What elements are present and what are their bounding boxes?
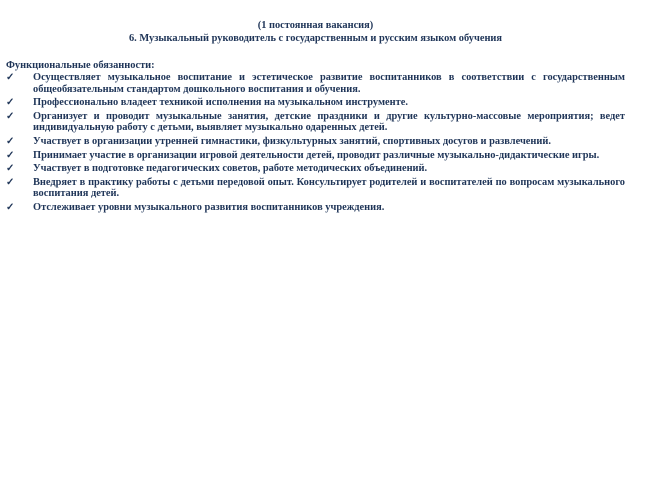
duty-item (6, 111, 625, 134)
duty-item (6, 150, 625, 162)
duty-item (6, 136, 625, 148)
checkmark-icon: ✓ (6, 201, 15, 213)
checkmark-icon: ✓ (6, 72, 15, 83)
duty-text: Внедряет в практику работы с детьми передовой опыт. Консультирует родителей и воспитателей по вопросам музыкального воспитания детей. (33, 176, 625, 200)
checkmark-icon: ✓ (6, 149, 15, 161)
position-title: 6. Музыкальный руководитель с государственным и русским языком обучения (128, 33, 503, 44)
duty-item (6, 97, 625, 109)
vacancy-count: (1 постоянная вакансия) (257, 20, 374, 31)
duties-list (6, 72, 625, 214)
document-page (6, 19, 625, 216)
checkmark-icon: ✓ (6, 163, 15, 175)
duty-text: Отслеживает уровни музыкального развития воспитанников учреждения. (33, 201, 385, 213)
duty-text: Участвует в организации утренней гимнастики, физкультурных занятий, спортивных досугов и развлечений. (33, 135, 551, 147)
duty-text: Осуществляет музыкальное воспитание и эстетическое развитие воспитанников в соответствии с государственным общеобязательным стандартом дошкольного воспитания и обучения. (33, 72, 625, 95)
checkmark-icon: ✓ (6, 97, 15, 109)
duty-item (6, 177, 625, 200)
duties-title: Функциональные обязанности: (6, 60, 155, 71)
duty-text: Принимает участие в организации игровой деятельности детей, проводит различные музыкально-дидактические игры. (33, 149, 600, 161)
duty-item (6, 72, 625, 95)
vacancy-header (6, 19, 625, 45)
checkmark-icon: ✓ (6, 110, 15, 122)
checkmark-icon: ✓ (6, 135, 15, 147)
duty-item (6, 163, 625, 175)
checkmark-icon: ✓ (6, 176, 15, 188)
duty-text: Участвует в подготовке педагогических советов, работе методических объединений. (33, 163, 428, 175)
duty-item (6, 202, 625, 214)
duty-text: Профессионально владеет техникой исполнения на музыкальном инструменте. (33, 97, 408, 109)
duty-text: Организует и проводит музыкальные занятия, детские праздники и другие культурно-массовые мероприятия; ведет индивидуальную работу с детьми, выявляет музыкально одаренных детей. (33, 110, 625, 134)
